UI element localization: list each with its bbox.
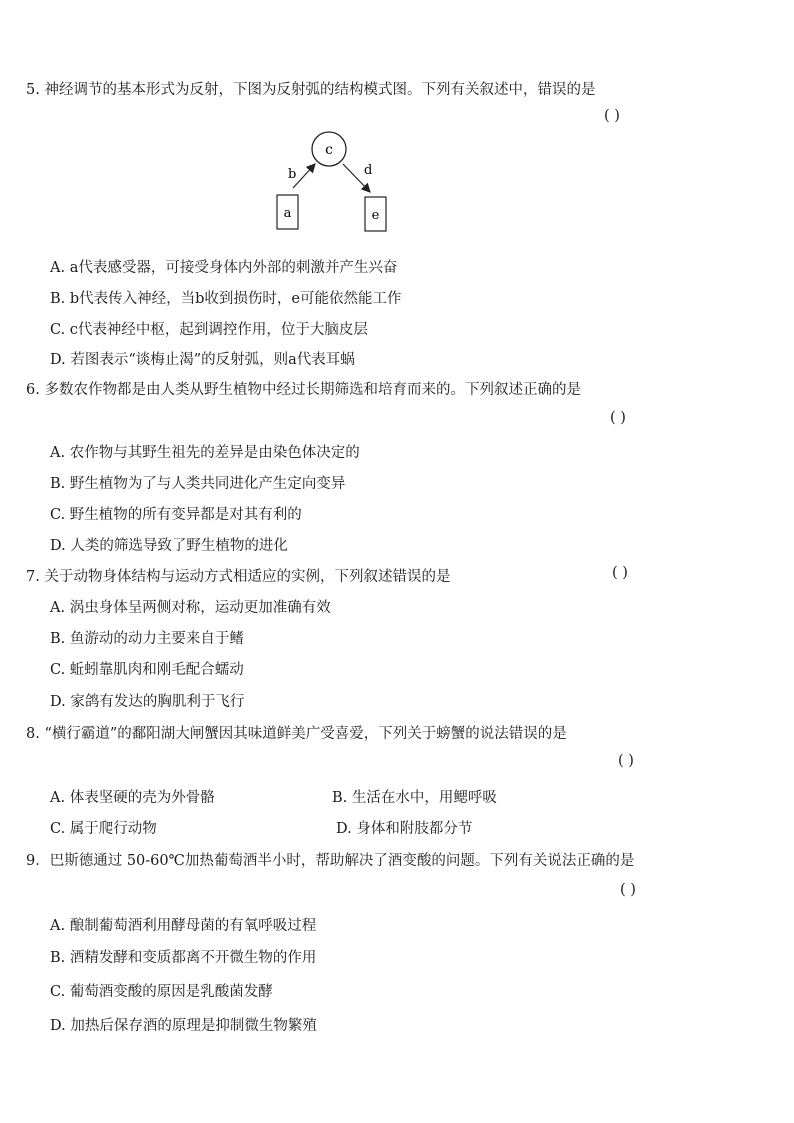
- question-9-option-b[interactable]: B. 酒精发酵和变质都离不开微生物的作用: [50, 950, 317, 966]
- box-a-label: a: [283, 206, 292, 221]
- question-5-answer-paren[interactable]: ( ): [604, 108, 620, 124]
- question-6-answer-paren[interactable]: ( ): [610, 410, 626, 426]
- question-5-stem: 5. 神经调节的基本形式为反射，下图为反射弧的结构模式图。下列有关叙述中，错误的是: [26, 82, 596, 98]
- question-8-option-a[interactable]: A. 体表坚硬的壳为外骨骼: [50, 790, 215, 806]
- question-8-answer-paren[interactable]: ( ): [618, 753, 634, 769]
- question-5-option-c[interactable]: C. c代表神经中枢，起到调控作用，位于大脑皮层: [50, 322, 368, 338]
- question-6-option-a[interactable]: A. 农作物与其野生祖先的差异是由染色体决定的: [50, 445, 360, 461]
- question-7-option-b[interactable]: B. 鱼游动的动力主要来自于鳍: [50, 631, 244, 647]
- question-5-option-d[interactable]: D. 若图表示“谈梅止渴”的反射弧，则a代表耳蜗: [50, 352, 355, 368]
- question-5-option-a[interactable]: A. a代表感受器，可接受身体内外部的刺激并产生兴奋: [50, 260, 398, 276]
- question-8-option-b[interactable]: B. 生活在水中，用鳃呼吸: [332, 790, 497, 806]
- question-7-option-d[interactable]: D. 家鸽有发达的胸肌利于飞行: [50, 694, 245, 710]
- question-7-option-c[interactable]: C. 蚯蚓靠肌肉和刚毛配合蠕动: [50, 662, 244, 678]
- question-9-stem: 9．巴斯德通过 50-60℃加热葡萄酒半小时，帮助解决了酒变酸的问题。下列有关说法正确的是: [26, 853, 635, 869]
- question-8-option-c[interactable]: C. 属于爬行动物: [50, 821, 157, 837]
- question-9-option-c[interactable]: C. 葡萄酒变酸的原因是乳酸菌发酵: [50, 984, 273, 1000]
- question-9-option-d[interactable]: D. 加热后保存酒的原理是抑制微生物繁殖: [50, 1018, 317, 1034]
- question-8-option-d[interactable]: D. 身体和附肢都分节: [336, 821, 473, 837]
- question-6-stem: 6. 多数农作物都是由人类从野生植物中经过长期筛选和培育而来的。下列叙述正确的是: [26, 382, 581, 398]
- question-7-option-a[interactable]: A. 涡虫身体呈两侧对称，运动更加准确有效: [50, 600, 331, 616]
- question-6-option-c[interactable]: C. 野生植物的所有变异都是对其有利的: [50, 507, 302, 523]
- question-8-stem: 8. “横行霸道”的鄱阳湖大闸蟹因其味道鲜美广受喜爱，下列关于螃蟹的说法错误的是: [26, 726, 567, 742]
- question-6-option-d[interactable]: D. 人类的筛选导致了野生植物的进化: [50, 538, 288, 554]
- question-6-option-b[interactable]: B. 野生植物为了与人类共同进化产生定向变异: [50, 476, 346, 492]
- question-9-option-a[interactable]: A. 酿制葡萄酒利用酵母菌的有氧呼吸过程: [50, 918, 317, 934]
- reflex-arc-diagram: [270, 128, 410, 240]
- question-7-answer-paren[interactable]: ( ): [612, 565, 628, 581]
- question-5-option-b[interactable]: B. b代表传入神经，当b收到损伤时，e可能依然能工作: [50, 291, 402, 307]
- box-e-label: e: [371, 208, 380, 223]
- question-7-stem: 7. 关于动物身体结构与运动方式相适应的实例，下列叙述错误的是: [26, 569, 451, 585]
- arrow-b-label: b: [288, 167, 297, 182]
- question-9-answer-paren[interactable]: ( ): [620, 882, 636, 898]
- arrow-d-label: d: [364, 163, 373, 178]
- node-c-label: c: [325, 142, 333, 158]
